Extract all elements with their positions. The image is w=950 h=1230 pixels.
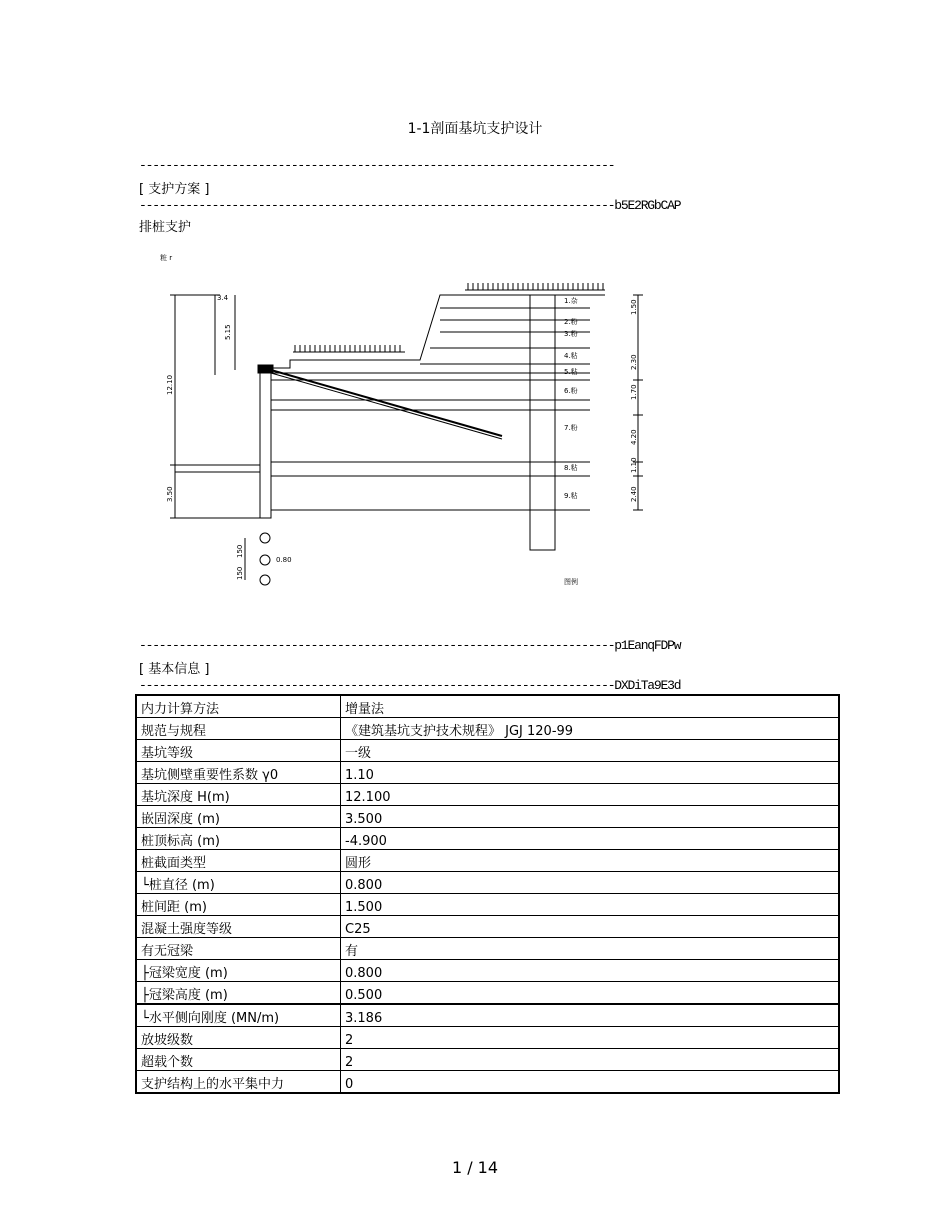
param-value-cell: 2 xyxy=(341,1027,840,1049)
param-name-cell: 桩顶标高 (m) xyxy=(136,828,341,850)
param-value-cell: -4.900 xyxy=(341,828,840,850)
separator-line: ------------------------------------------------------------------------ xyxy=(139,158,615,173)
page-number: 1 / 14 xyxy=(451,1158,499,1177)
table-row xyxy=(136,1071,839,1094)
param-name-cell: 基坑侧壁重要性系数 γ0 xyxy=(136,762,341,784)
param-value-cell: 3.500 xyxy=(341,806,840,828)
param-name-cell: 桩间距 (m) xyxy=(136,894,341,916)
param-value-cell: 一级 xyxy=(341,740,840,762)
table-row xyxy=(136,850,839,872)
layer-label: 4.粘 xyxy=(564,352,578,360)
param-name-cell: 内力计算方法 xyxy=(136,695,341,718)
param-value-cell: 2 xyxy=(341,1049,840,1071)
param-name-cell: 基坑深度 H(m) xyxy=(136,784,341,806)
param-name-cell: 桩截面类型 xyxy=(136,850,341,872)
table-row xyxy=(136,1027,839,1049)
table-row xyxy=(136,1004,839,1027)
table-row xyxy=(136,916,839,938)
layer-label: 8.粘 xyxy=(564,464,578,472)
dim-label: 4.20 xyxy=(630,429,638,445)
param-name-cell: ├冠梁宽度 (m) xyxy=(136,960,341,982)
layer-label: 6.粉 xyxy=(564,387,578,395)
separator-line: ------------------------------------------------------------------------b5E2RGbCAP xyxy=(139,198,681,213)
dim-label: 2.40 xyxy=(630,486,638,502)
param-value-cell: 圆形 xyxy=(341,850,840,872)
layer-label: 9.粘 xyxy=(564,492,578,500)
layer-label: 1.杂 xyxy=(564,297,578,305)
scheme-name: 排桩支护 xyxy=(139,220,192,235)
table-row xyxy=(136,695,839,718)
separator-line: ------------------------------------------------------------------------p1EanqFDPw xyxy=(139,638,681,653)
layer-label: 7.粉 xyxy=(564,424,578,432)
param-value-cell: 3.186 xyxy=(341,1004,840,1027)
param-value-cell: 12.100 xyxy=(341,784,840,806)
param-name-cell: 放坡级数 xyxy=(136,1027,341,1049)
layer-label: 3.粉 xyxy=(564,330,578,338)
dim-label: 1.70 xyxy=(630,384,638,400)
legend-label: 图例 xyxy=(564,578,578,586)
param-value-cell: C25 xyxy=(341,916,840,938)
param-name-cell: 基坑等级 xyxy=(136,740,341,762)
table-row xyxy=(136,960,839,982)
table-row xyxy=(136,1049,839,1071)
param-value-cell: 《建筑基坑支护技术规程》 JGJ 120-99 xyxy=(341,718,840,740)
param-name-cell: 支护结构上的水平集中力 xyxy=(136,1071,341,1094)
param-value-cell: 有 xyxy=(341,938,840,960)
table-row xyxy=(136,784,839,806)
dim-label: 1.10 xyxy=(630,457,638,473)
param-value-cell: 增量法 xyxy=(341,695,840,718)
table-row xyxy=(136,806,839,828)
table-row xyxy=(136,718,839,740)
param-value-cell: 1.500 xyxy=(341,894,840,916)
dim-label: 5.15 xyxy=(224,324,232,340)
param-name-cell: 嵌固深度 (m) xyxy=(136,806,341,828)
param-value-cell: 0.500 xyxy=(341,982,840,1005)
table-row xyxy=(136,982,839,1005)
table-row xyxy=(136,740,839,762)
layer-label: 2.粉 xyxy=(564,318,578,326)
layer-label: 5.粘 xyxy=(564,368,578,376)
table-row xyxy=(136,762,839,784)
section-heading-scheme: [ 支护方案 ] xyxy=(139,182,210,197)
param-value-cell: 0.800 xyxy=(341,872,840,894)
table-row xyxy=(136,894,839,916)
section-diagram xyxy=(150,240,650,610)
param-name-cell: └水平侧向刚度 (MN/m) xyxy=(136,1004,341,1027)
table-row xyxy=(136,828,839,850)
dim-label: 12.10 xyxy=(166,374,174,395)
param-value-cell: 1.10 xyxy=(341,762,840,784)
dim-label: 2.30 xyxy=(630,354,638,370)
dim-label: 3.4 xyxy=(217,294,229,302)
section-heading-basic: [ 基本信息 ] xyxy=(139,662,210,677)
document-title: 1-1剖面基坑支护设计 xyxy=(407,121,543,137)
separator-line: ------------------------------------------------------------------------DXDiTa9E3d xyxy=(139,678,681,693)
param-name-cell: 有无冠梁 xyxy=(136,938,341,960)
param-name-cell: └桩直径 (m) xyxy=(136,872,341,894)
basic-info-table xyxy=(135,694,840,1094)
table-row xyxy=(136,938,839,960)
param-name-cell: 混凝土强度等级 xyxy=(136,916,341,938)
table-row xyxy=(136,872,839,894)
dim-label: 150 xyxy=(236,566,244,580)
param-name-cell: ├冠梁高度 (m) xyxy=(136,982,341,1005)
param-value-cell: 0.800 xyxy=(341,960,840,982)
dim-label: 0.80 xyxy=(276,556,292,564)
drawing-top-label: 粧 r xyxy=(160,254,173,262)
dim-label: 3.50 xyxy=(166,486,174,502)
param-name-cell: 超载个数 xyxy=(136,1049,341,1071)
dim-label: 1.50 xyxy=(630,299,638,315)
param-value-cell: 0 xyxy=(341,1071,840,1094)
param-name-cell: 规范与规程 xyxy=(136,718,341,740)
support-section-drawing xyxy=(150,240,650,614)
dim-label: 150 xyxy=(236,544,244,558)
